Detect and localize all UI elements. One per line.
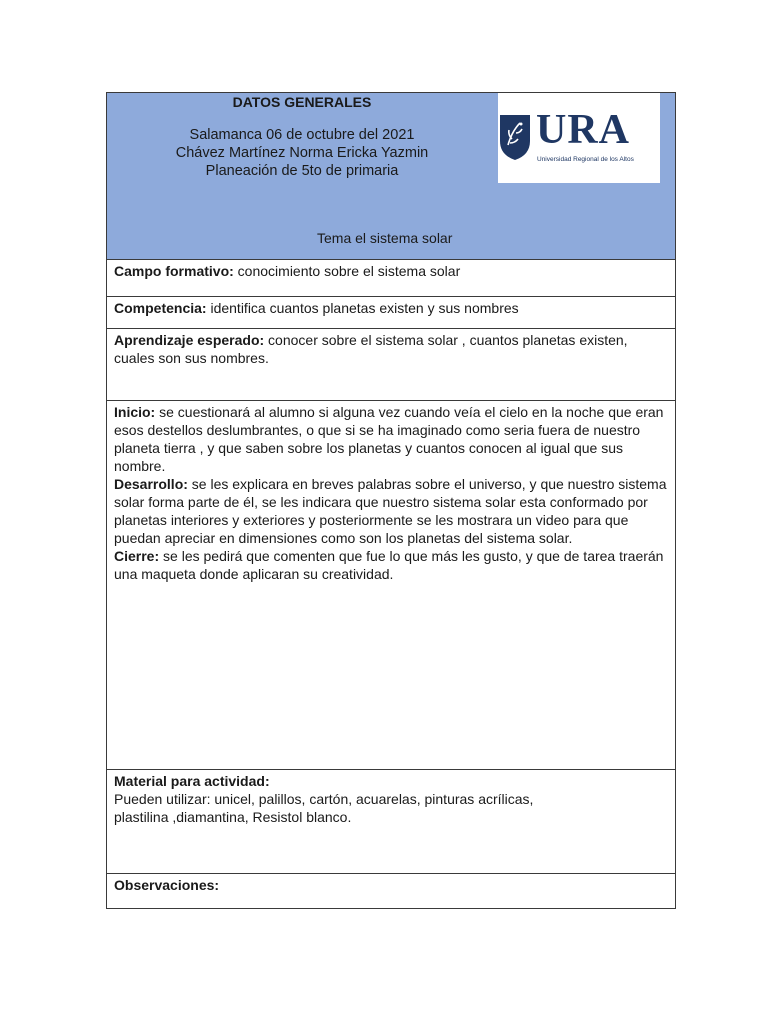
place-date: Salamanca 06 de octubre del 2021 [189,127,415,143]
material-line-2: plastilina ,diamantina, Resistol blanco. [114,809,352,825]
inicio-value: se cuestionará al alumno si alguna vez cuando veía el cielo en la noche que eran esos destellos deslumbrantes, o que si se ha imaginado como seria fuera de nuestro planeta tierra , y que saben sobre los planetas y cuantos conocen al igual que sus nombre. [114,404,664,474]
observaciones-label: Observaciones: [114,877,220,893]
material-row [107,770,675,874]
inicio-label: Inicio: [114,404,156,420]
aprendizaje-row [107,329,675,401]
header-row [107,93,675,260]
header-info [107,126,497,180]
header-title: DATOS GENERALES [232,94,372,110]
campo-label: Campo formativo: [114,263,234,279]
cierre-value: se les pedirá que comenten que fue lo que más les gusto, y que de tarea traerán una maqueta donde aplicaran su creatividad. [114,548,664,582]
campo-formativo-row [107,260,675,297]
cierre-label: Cierre: [114,548,160,564]
competencia-value: identifica cuantos planetas existen y sus nombres [206,300,519,316]
logo-wordmark: URA [536,107,630,153]
campo-value: conocimiento sobre el sistema solar [233,263,461,279]
aprendizaje-label: Aprendizaje esperado: [114,332,265,348]
competencia-label: Competencia: [114,300,207,316]
university-logo [498,93,660,183]
observaciones-row [107,874,675,908]
desarrollo-paragraph [114,475,668,547]
lesson-plan-table [106,92,676,909]
aprendizaje-value: conocer sobre el sistema solar , cuantos planetas existen, cuales son sus nombres. [114,332,628,366]
author-name: Chávez Martínez Norma Ericka Yazmin [175,145,429,161]
logo-subtitle: Universidad Regional de los Altos [537,156,634,163]
desarrollo-value: se les explicara en breves palabras sobre el universo, y que nuestro sistema solar forma parte de él, se les indicara que nuestro sistema solar esta conformado por planetas interiores y exteriores y posteriormente se les mostrara un video para que puedan apreciar en dimensiones como son los planetas del sistema solar. [114,476,667,546]
topic: Tema el sistema solar [317,230,453,246]
shield-icon [498,113,532,161]
material-line-1: Pueden utilizar: unicel, palillos, cartón, acuarelas, pinturas acrílicas, [114,791,534,807]
cierre-paragraph [114,547,668,583]
competencia-row [107,297,675,329]
desarrollo-label: Desarrollo: [114,476,188,492]
plan-grade: Planeación de 5to de primaria [205,163,399,179]
inicio-paragraph [114,403,668,475]
material-label: Material para actividad: [114,773,270,789]
activities-row [107,401,675,770]
